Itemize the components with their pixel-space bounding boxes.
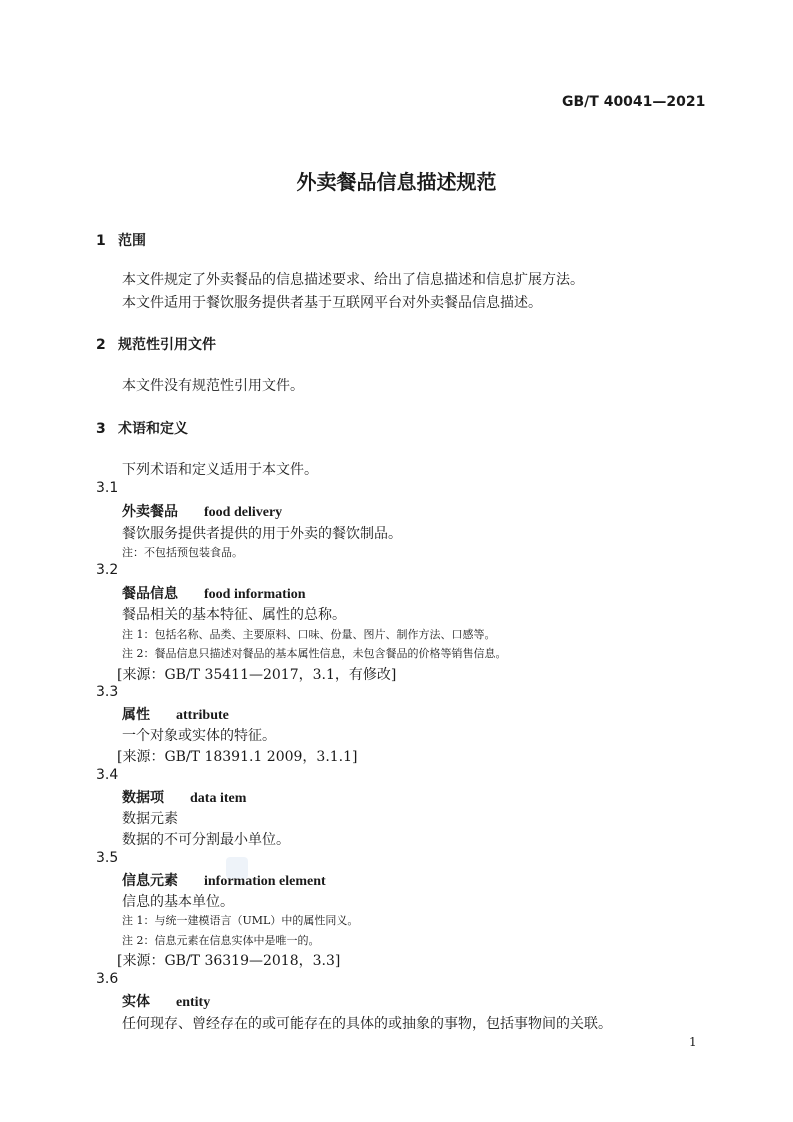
term-source: [来源：GB/T 18391.1 2009，3.1.1]	[117, 749, 358, 765]
term-source: [来源：GB/T 36319—2018，3.3]	[117, 953, 341, 969]
term-number: 3.1	[96, 480, 119, 496]
term-definition: 一个对象或实体的特征。	[122, 728, 276, 744]
term-heading	[122, 501, 282, 521]
term-heading	[122, 870, 326, 890]
section-number: 3	[96, 421, 106, 437]
term-zh: 外卖餐品	[122, 504, 178, 520]
term-en: entity	[176, 995, 211, 1010]
section-heading	[96, 230, 146, 250]
term-en: information element	[204, 874, 326, 889]
term-zh: 实体	[122, 994, 150, 1010]
term-definition: 任何现存、曾经存在的或可能存在的具体的或抽象的事物，包括事物间的关联。	[122, 1016, 612, 1032]
section-number: 2	[96, 337, 106, 353]
term-note: 注：不包括预包装食品。	[122, 546, 243, 559]
section-number: 1	[96, 233, 106, 249]
term-source: [来源：GB/T 35411—2017，3.1，有修改]	[117, 667, 397, 683]
term-note: 注 2：餐品信息只描述对餐品的基本属性信息，未包含餐品的价格等销售信息。	[122, 647, 507, 660]
term-definition: 数据的不可分割最小单位。	[122, 832, 290, 848]
term-heading	[122, 583, 306, 603]
paragraph: 本文件没有规范性引用文件。	[122, 378, 304, 394]
term-definition: 餐饮服务提供者提供的用于外卖的餐饮制品。	[122, 526, 402, 542]
term-number: 3.6	[96, 971, 119, 987]
term-en: attribute	[176, 708, 229, 723]
term-zh: 数据项	[122, 790, 164, 806]
standard-code: GB/T 40041—2021	[562, 94, 706, 110]
term-zh: 信息元素	[122, 873, 178, 889]
term-definition: 信息的基本单位。	[122, 894, 234, 910]
term-number: 3.3	[96, 684, 119, 700]
section-heading	[96, 418, 188, 438]
term-en: food information	[204, 587, 306, 602]
paragraph: 本文件适用于餐饮服务提供者基于互联网平台对外卖餐品信息描述。	[122, 295, 542, 311]
term-heading	[122, 787, 246, 807]
term-note: 注 1：包括名称、品类、主要原料、口味、份量、图片、制作方法、口感等。	[122, 628, 496, 641]
term-heading	[122, 704, 229, 724]
page-title: 外卖餐品信息描述规范	[296, 170, 497, 194]
term-zh: 属性	[122, 707, 150, 723]
paragraph: 下列术语和定义适用于本文件。	[122, 462, 318, 478]
section-title: 范围	[118, 233, 146, 249]
paragraph: 本文件规定了外卖餐品的信息描述要求、给出了信息描述和信息扩展方法。	[122, 272, 584, 288]
term-zh: 餐品信息	[122, 586, 178, 602]
section-title: 术语和定义	[118, 421, 188, 437]
term-note: 注 2：信息元素在信息实体中是唯一的。	[122, 934, 320, 947]
term-en: food delivery	[204, 505, 283, 520]
term-number: 3.4	[96, 767, 119, 783]
term-note: 注 1：与统一建模语言（UML）中的属性同义。	[122, 914, 359, 927]
term-number: 3.5	[96, 850, 119, 866]
term-en: data item	[190, 791, 247, 806]
term-number: 3.2	[96, 562, 119, 578]
section-heading	[96, 334, 216, 354]
term-heading	[122, 991, 210, 1011]
section-title: 规范性引用文件	[118, 337, 216, 353]
term-definition: 餐品相关的基本特征、属性的总称。	[122, 607, 346, 623]
page-number: 1	[689, 1035, 697, 1049]
term-definition: 数据元素	[122, 811, 178, 827]
